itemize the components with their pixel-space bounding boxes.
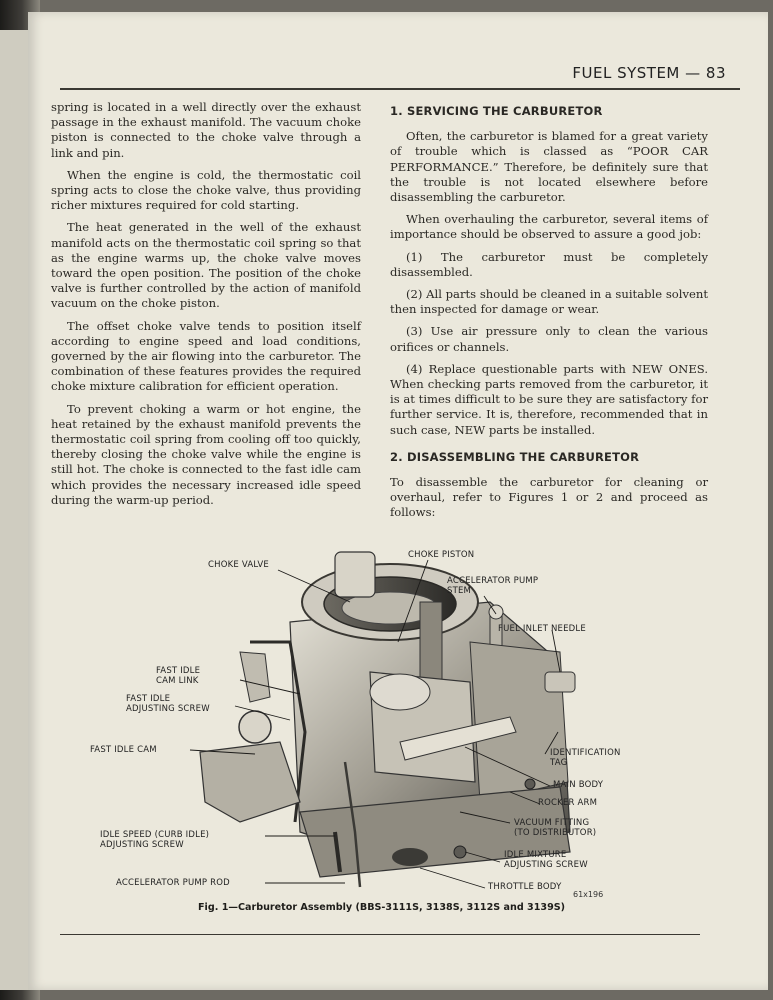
callout-choke-piston: CHOKE PISTON bbox=[408, 550, 475, 560]
paragraph: When overhauling the carburetor, several items of importance should be observed to assure a good job: bbox=[390, 212, 708, 242]
list-item: (3) Use air pressure only to clean the various orifices or channels. bbox=[390, 324, 708, 354]
callout-fast-idle-cam-link: FAST IDLE CAM LINK bbox=[156, 666, 201, 686]
callout-vacuum-fitting: VACUUM FITTING (TO DISTRIBUTOR) bbox=[514, 818, 597, 838]
callout-idle-speed-screw: IDLE SPEED (CURB IDLE) ADJUSTING SCREW bbox=[100, 830, 210, 850]
paragraph: The offset choke valve tends to position itself according to engine speed and load conditions, governed by the air flowing into the carburetor. The combination of these features provides the required choke mixture calibration for efficient operation. bbox=[51, 318, 361, 394]
callout-choke-valve: CHOKE VALVE bbox=[208, 560, 269, 570]
list-item: (4) Replace questionable parts with NEW ONES. When checking parts removed from the carburetor, it is at times difficult to be sure they are satisfactory for further service. It is, therefore, recommended that in such case, NEW parts be installed. bbox=[390, 361, 708, 437]
paragraph: To disassemble the carburetor for cleaning or overhaul, refer to Figures 1 or 2 and proceed as follows: bbox=[390, 475, 708, 520]
callout-accelerator-pump-stem: ACCELERATOR PUMP STEM bbox=[447, 576, 539, 596]
section-heading: 2. DISASSEMBLING THE CARBURETOR bbox=[390, 449, 640, 464]
figure-code: 61x196 bbox=[573, 890, 604, 899]
callout-throttle-body: THROTTLE BODY bbox=[488, 882, 562, 892]
section-heading: 1. SERVICING THE CARBURETOR bbox=[390, 104, 603, 118]
callout-rocker-arm: ROCKER ARM bbox=[538, 798, 598, 808]
figure-caption: Fig. 1—Carburetor Assembly (BBS-3111S, 3138S, 3112S and 3139S) bbox=[198, 902, 566, 913]
carburetor-figure bbox=[90, 532, 690, 922]
paragraph: The heat generated in the well of the exhaust manifold acts on the thermostatic coil spring so that as the engine warms up, the choke valve moves toward the open position. The position of the choke valve is further controlled by the action of manifold vacuum on the choke piston. bbox=[51, 220, 361, 311]
callout-fuel-inlet-needle: FUEL INLET NEEDLE bbox=[498, 624, 586, 634]
callout-fast-idle-adjusting-screw: FAST IDLE ADJUSTING SCREW bbox=[126, 694, 210, 714]
left-column bbox=[51, 100, 361, 515]
callout-accelerator-pump-rod: ACCELERATOR PUMP ROD bbox=[116, 878, 230, 888]
right-column bbox=[390, 104, 708, 528]
callout-fast-idle-cam: FAST IDLE CAM bbox=[90, 745, 157, 755]
list-item: (2) All parts should be cleaned in a suitable solvent then inspected for damage or wear. bbox=[390, 287, 708, 317]
footer-rule bbox=[60, 934, 700, 935]
carburetor-illustration bbox=[90, 532, 690, 922]
page-header bbox=[60, 62, 740, 90]
callout-idle-mixture-screw: IDLE MIXTURE ADJUSTING SCREW bbox=[504, 850, 588, 870]
paragraph: Often, the carburetor is blamed for a great variety of trouble which is classed as “POOR CAR PERFORMANCE.” Therefore, be definitely sure that the trouble is not located elsewhere before disassembling the carburetor. bbox=[390, 129, 708, 205]
paragraph: When the engine is cold, the thermostatic coil spring acts to close the choke valve, thus providing richer mixtures required for cold starting. bbox=[51, 167, 361, 213]
paragraph: spring is located in a well directly over the exhaust passage in the exhaust manifold. The vacuum choke piston is connected to the choke valve through a link and pin. bbox=[51, 100, 361, 160]
list-item: (1) The carburetor must be completely disassembled. bbox=[390, 249, 708, 279]
page-title: FUEL SYSTEM — 83 bbox=[572, 64, 726, 82]
paragraph: To prevent choking a warm or hot engine, the heat retained by the exhaust manifold prevents the thermostatic coil spring from cooling off too quickly, thereby closing the choke valve while the engine is still hot. The choke is connected to the fast idle cam which provides the necessary increased idle speed during the warm-up period. bbox=[51, 401, 361, 507]
callout-identification-tag: IDENTIFICATION TAG bbox=[550, 748, 621, 768]
callout-main-body: MAIN BODY bbox=[553, 780, 604, 790]
document-page bbox=[28, 12, 768, 990]
